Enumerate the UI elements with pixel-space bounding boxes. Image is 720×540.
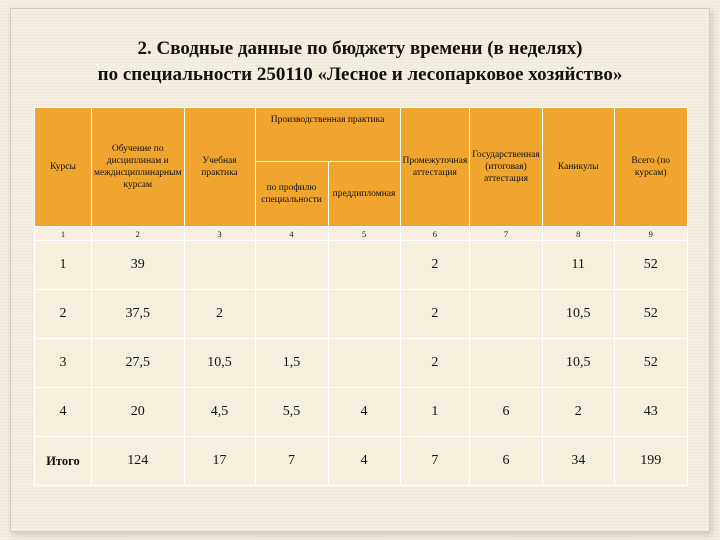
table-cell xyxy=(328,339,400,388)
table-cell: 39 xyxy=(92,241,185,290)
table-cell: 7 xyxy=(400,437,470,486)
table-cell xyxy=(255,241,328,290)
table-cell: 2 xyxy=(400,241,470,290)
table-cell: 34 xyxy=(542,437,614,486)
table-cell-total-label: Итого xyxy=(35,437,92,486)
column-number: 8 xyxy=(542,227,614,241)
table-cell: 11 xyxy=(542,241,614,290)
table-cell: 4 xyxy=(328,437,400,486)
table-row xyxy=(35,241,688,290)
time-budget-table xyxy=(34,107,688,486)
table-cell: 1,5 xyxy=(255,339,328,388)
column-number: 4 xyxy=(255,227,328,241)
title-line-1: 2. Сводные данные по бюджету времени (в неделях) xyxy=(137,38,583,59)
table-cell: 1 xyxy=(35,241,92,290)
table-cell: 3 xyxy=(35,339,92,388)
column-number: 7 xyxy=(470,227,542,241)
table-cell: 52 xyxy=(614,241,687,290)
table-cell: 20 xyxy=(92,388,185,437)
table-cell xyxy=(470,339,542,388)
table-cell xyxy=(255,290,328,339)
table-cell: 37,5 xyxy=(92,290,185,339)
table-cell xyxy=(470,241,542,290)
header-gos: Государственная (итоговая) аттестация xyxy=(470,108,542,227)
column-number: 1 xyxy=(35,227,92,241)
table-cell: 6 xyxy=(470,437,542,486)
table-row xyxy=(35,388,688,437)
table-cell: 2 xyxy=(400,339,470,388)
table-cell: 2 xyxy=(542,388,614,437)
table-cell: 10,5 xyxy=(542,339,614,388)
title-line-2: по специальности 250110 «Лесное и лесопарковое хозяйство» xyxy=(97,64,623,85)
table-cell: 52 xyxy=(614,339,687,388)
table-cell: 6 xyxy=(470,388,542,437)
table-cell: 43 xyxy=(614,388,687,437)
column-number: 2 xyxy=(92,227,185,241)
header-kursy: Курсы xyxy=(35,108,92,227)
column-number: 9 xyxy=(614,227,687,241)
table-cell: 7 xyxy=(255,437,328,486)
table-cell: 1 xyxy=(400,388,470,437)
table-cell: 5,5 xyxy=(255,388,328,437)
table-row xyxy=(35,290,688,339)
table-cell: 27,5 xyxy=(92,339,185,388)
table-cell: 4 xyxy=(328,388,400,437)
table-row xyxy=(35,339,688,388)
table-cell: 4 xyxy=(35,388,92,437)
table-cell: 52 xyxy=(614,290,687,339)
column-number-row xyxy=(35,227,688,241)
table-cell xyxy=(470,290,542,339)
table-cell: 17 xyxy=(184,437,255,486)
column-number: 5 xyxy=(328,227,400,241)
table-cell: 2 xyxy=(35,290,92,339)
table-cell: 10,5 xyxy=(184,339,255,388)
table-cell: 4,5 xyxy=(184,388,255,437)
header-preddiplom: преддипломная xyxy=(328,162,400,227)
table-row-total xyxy=(35,437,688,486)
header-kanikuly: Каникулы xyxy=(542,108,614,227)
column-number: 6 xyxy=(400,227,470,241)
table-cell: 124 xyxy=(92,437,185,486)
table-cell: 10,5 xyxy=(542,290,614,339)
header-promezh: Промежуточная аттестация xyxy=(400,108,470,227)
header-proizv: Производственная практика xyxy=(255,108,400,162)
header-obuchenie: Обучение по дисциплинам и междисциплинарным курсам xyxy=(92,108,185,227)
slide-title xyxy=(40,36,680,88)
table-cell: 2 xyxy=(184,290,255,339)
header-vsego: Всего (по курсам) xyxy=(614,108,687,227)
header-po-profilyu: по профилю специальности xyxy=(255,162,328,227)
header-uchebnaya: Учебная практика xyxy=(184,108,255,227)
column-number: 3 xyxy=(184,227,255,241)
table-cell xyxy=(328,290,400,339)
table-cell xyxy=(184,241,255,290)
table-cell: 2 xyxy=(400,290,470,339)
table-cell: 199 xyxy=(614,437,687,486)
table-cell xyxy=(328,241,400,290)
